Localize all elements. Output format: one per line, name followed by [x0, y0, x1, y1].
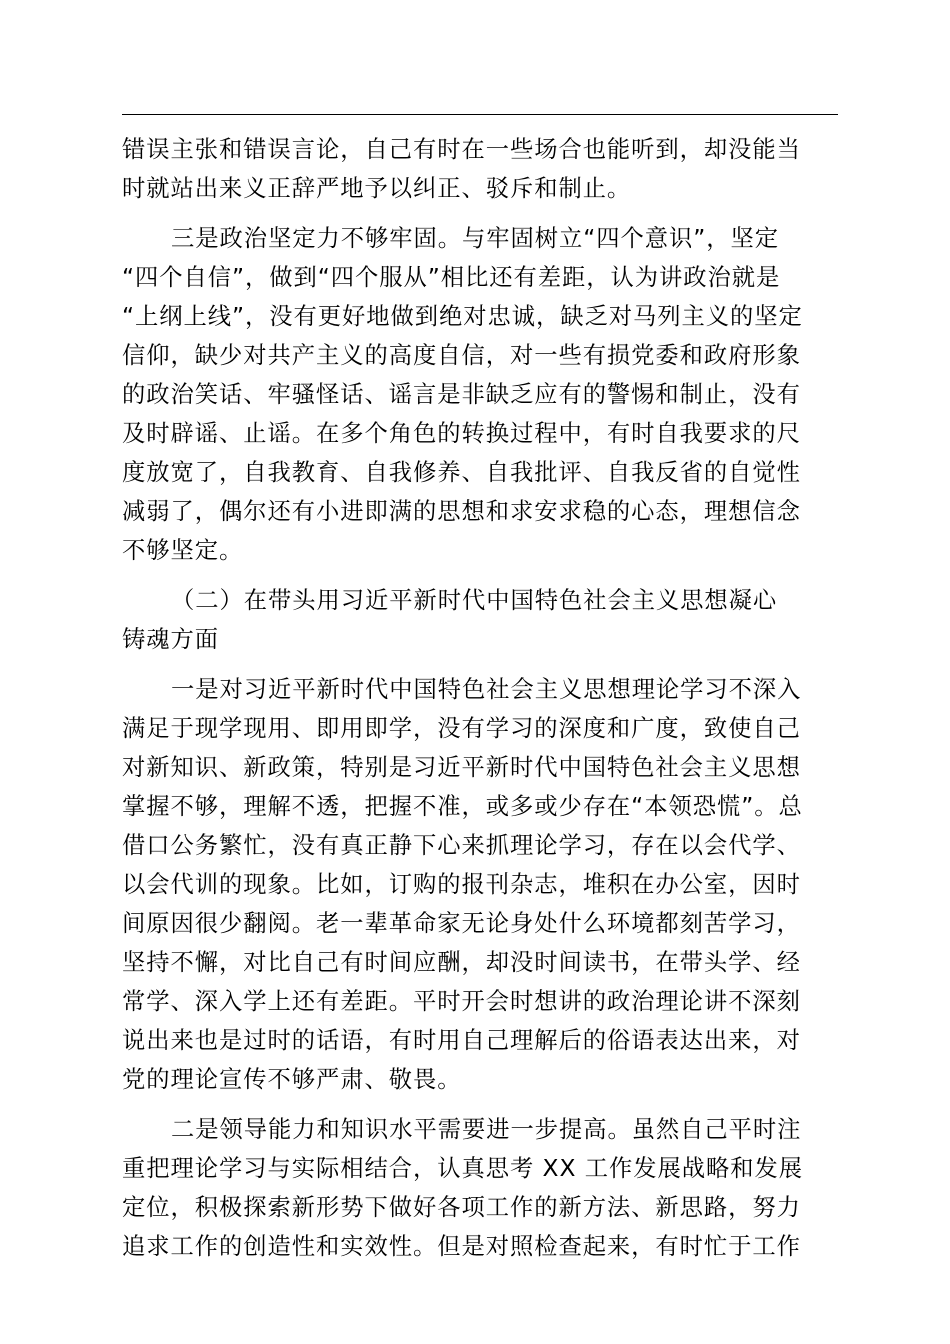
- paragraph-continuation: [122, 130, 838, 208]
- text-line: 的政治笑话、牢骚怪话、谣言是非缺乏应有的警惕和制止，没有: [122, 381, 801, 408]
- text-line: 铸魂方面: [122, 626, 219, 653]
- header-rule: [122, 114, 838, 115]
- text-line: 错误主张和错误言论，自己有时在一些场合也能听到，却没能当: [122, 136, 801, 163]
- text-line: “四个自信”，做到“四个服从”相比还有差距，认为讲政治就是: [122, 264, 781, 291]
- text-line: 不够坚定。: [122, 537, 244, 564]
- text-line: “上纲上线”，没有更好地做到绝对忠诚，缺乏对马列主义的坚定: [122, 303, 803, 330]
- text-line: 信仰，缺少对共产主义的高度自信，对一些有损党委和政府形象: [122, 342, 801, 369]
- text-line: 追求工作的创造性和实效性。但是对照检查起来，有时忙于工作: [122, 1233, 801, 1260]
- document-body: [122, 130, 838, 1266]
- text-line: 以会代训的现象。比如，订购的报刊杂志，堆积在办公室，因时: [122, 871, 801, 898]
- text-line: 二是领导能力和知识水平需要进一步提高。虽然自己平时注: [171, 1116, 802, 1143]
- text-line: 坚持不懈，对比自己有时间应酬，却没时间读书，在带头学、经: [122, 949, 801, 976]
- text-line: 减弱了，偶尔还有小进即满的思想和求安求稳的心态，理想信念: [122, 498, 801, 525]
- text-line: 掌握不够，理解不透，把握不准，或多或少存在“本领恐慌”。总: [122, 793, 803, 820]
- text-line: 重把理论学习与实际相结合，认真思考 XX 工作发展战略和发展: [122, 1155, 803, 1182]
- text-line: 常学、深入学上还有差距。平时开会时想讲的政治理论讲不深刻: [122, 988, 801, 1015]
- paragraph-theory-study: [122, 670, 838, 1099]
- paragraph-political-firmness: [122, 219, 838, 570]
- text-line: 三是政治坚定力不够牢固。与牢固树立“四个意识”，坚定: [171, 225, 779, 252]
- text-line: 党的理论宣传不够严肃、敬畏。: [122, 1066, 462, 1093]
- text-line: 度放宽了，自我教育、自我修养、自我批评、自我反省的自觉性: [122, 459, 801, 486]
- paragraph-leadership: [122, 1110, 838, 1266]
- text-line: 间原因很少翻阅。老一辈革命家无论身处什么环境都刻苦学习，: [122, 910, 801, 937]
- text-line: 时就站出来义正辞严地予以纠正、驳斥和制止。: [122, 175, 632, 202]
- text-line: 借口公务繁忙，没有真正静下心来抓理论学习，存在以会代学、: [122, 832, 801, 859]
- text-line: 满足于现学现用、即用即学，没有学习的深度和广度，致使自己: [122, 715, 801, 742]
- section-heading: [122, 581, 838, 659]
- text-line: 一是对习近平新时代中国特色社会主义思想理论学习不深入: [171, 676, 802, 703]
- text-line: （二）在带头用习近平新时代中国特色社会主义思想凝心: [171, 587, 778, 614]
- text-line: 定位，积极探索新形势下做好各项工作的新方法、新思路，努力: [122, 1194, 801, 1221]
- text-line: 说出来也是过时的话语，有时用自己理解后的俗语表达出来，对: [122, 1027, 801, 1054]
- text-line: 及时辟谣、止谣。在多个角色的转换过程中，有时自我要求的尺: [122, 420, 801, 447]
- text-line: 对新知识、新政策，特别是习近平新时代中国特色社会主义思想: [122, 754, 801, 781]
